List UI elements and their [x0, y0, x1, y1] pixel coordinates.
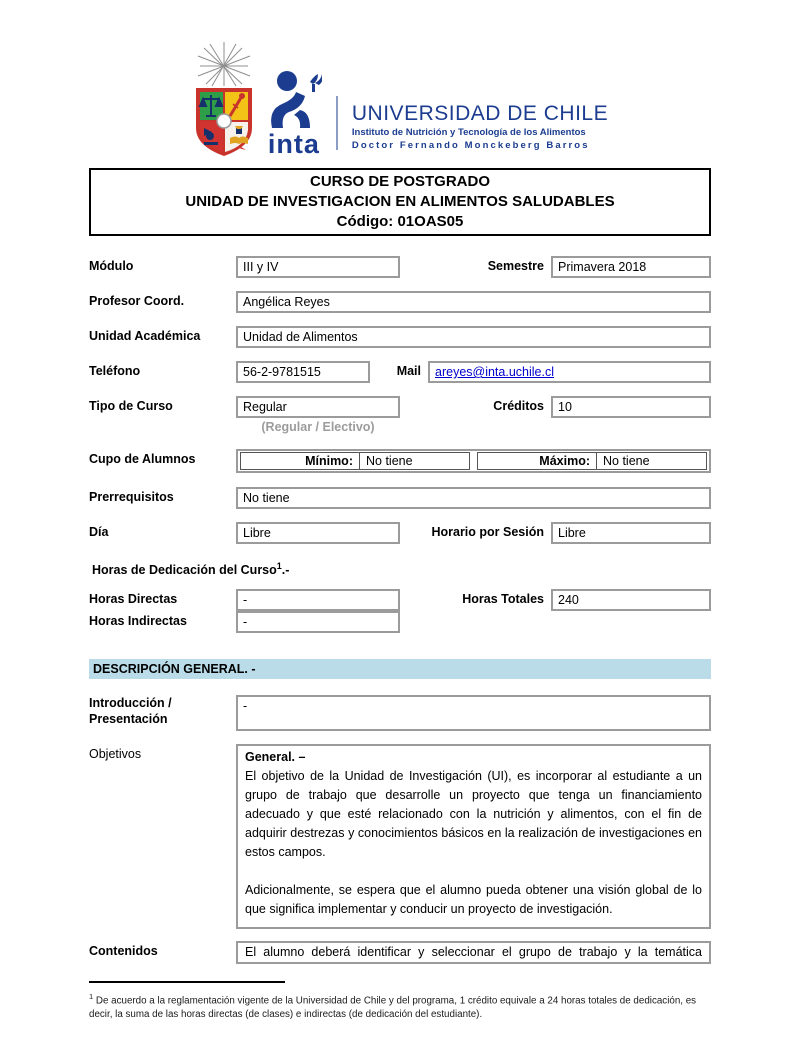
objetivos-general-title: General. – — [245, 750, 306, 765]
descripcion-general-heading: DESCRIPCIÓN GENERAL. - — [89, 659, 711, 679]
logo-divider — [336, 96, 338, 150]
contenidos-value-box: El alumno deberá identificar y seleccionar el grupo de trabajo y la temática — [236, 941, 711, 964]
horas-directas-label: Horas Directas — [89, 592, 178, 607]
modulo-label: Módulo — [89, 259, 134, 273]
row-objetivos — [89, 744, 711, 929]
row-tipo-creditos — [89, 396, 711, 435]
row-contenidos — [89, 941, 711, 964]
footnote — [89, 981, 711, 1021]
telefono-value-box: 56-2-9781515 — [236, 361, 370, 383]
horas-totales-label: Horas Totales — [462, 592, 544, 607]
cupo-minimo-value: No tiene — [359, 453, 469, 469]
profesor-value-box: Angélica Reyes — [236, 291, 711, 313]
footnote-text: $^1$ De acuerdo a la reglamentación vigente de la Universidad de Chile y del programa, 1 crédito equivale a 24 horas totales de dedicación, es decir, la suma de las horas directas (de clases) e indirectas (de dedicación del estudiante). — [89, 992, 697, 1020]
objetivos-paragraph-2: Adicionalmente, se espera que el alumno pueda obtener una visión global de lo que significa implementar y conducir un proyecto de investigación. — [245, 883, 702, 917]
horas-dedicacion-heading: Horas de Dedicación del Curso$^1$.- — [92, 561, 290, 578]
creditos-label: Créditos — [493, 399, 544, 413]
horas-directas-value-box: - — [236, 589, 400, 611]
paragraph-spacer — [245, 862, 702, 881]
mail-label: Mail — [396, 364, 421, 378]
row-introduccion — [89, 695, 711, 731]
row-telefono-mail — [89, 361, 711, 383]
header-logos — [89, 40, 711, 158]
course-code: Código: 01OAS05 — [336, 213, 464, 230]
row-dia-horario — [89, 522, 711, 544]
row-horas-indirectas — [89, 611, 711, 633]
tipo-curso-value-box: Regular — [236, 396, 400, 418]
inta-person-icon — [266, 70, 322, 132]
horas-totales-value-box: 240 — [551, 589, 711, 611]
objetivos-value-box — [236, 744, 711, 929]
row-profesor — [89, 291, 711, 313]
cupo-minimo-label: Mínimo: — [305, 454, 353, 468]
introduccion-value-box: - — [236, 695, 711, 731]
university-text-block — [352, 102, 608, 158]
inta-wordmark: inta — [267, 129, 320, 159]
footnote-divider — [89, 981, 285, 983]
uchile-shield-icon — [192, 40, 256, 158]
unidad-label: Unidad Académica — [89, 329, 201, 343]
cupo-maximo-value: No tiene — [596, 453, 706, 469]
cupo-maximo-label: Máximo: — [539, 454, 590, 468]
cupo-minimo-cell — [240, 452, 470, 470]
director-name: Doctor Fernando Monckeberg Barros — [351, 140, 590, 151]
modulo-value-box: III y IV — [236, 256, 400, 278]
unidad-value-box: Unidad de Alimentos — [236, 326, 711, 348]
row-prerrequisitos — [89, 487, 711, 509]
objetivos-paragraph-1: El objetivo de la Unidad de Investigación (UI), es incorporar al estudiante a un grupo de trabajo que desarrolle un proyecto que tenga un financiamiento adecuado y que esté relacionado con la nutrición y alimentos, con el fin de adquirir destrezas y conocimientos básicos en la realización de investigaciones en estos campos. — [245, 769, 702, 860]
semestre-label: Semestre — [487, 259, 544, 273]
horas-indirectas-value-box: - — [236, 611, 400, 633]
dia-value-box: Libre — [236, 522, 400, 544]
row-modulo-semestre — [89, 256, 711, 278]
mail-link[interactable]: areyes@inta.uchile.cl — [435, 365, 554, 379]
horario-label: Horario por Sesión — [431, 525, 544, 539]
prerrequisitos-label: Prerrequisitos — [89, 490, 174, 504]
horario-value-box: Libre — [551, 522, 711, 544]
course-title-line2: UNIDAD DE INVESTIGACION EN ALIMENTOS SALUDABLES — [185, 193, 615, 210]
creditos-value-box: 10 — [551, 396, 711, 418]
horas-indirectas-label: Horas Indirectas — [89, 614, 187, 629]
institute-name: Instituto de Nutrición y Tecnología de los Alimentos — [351, 127, 586, 138]
inta-logo — [266, 70, 322, 158]
contenidos-label: Contenidos — [89, 944, 158, 959]
cupo-value-box — [236, 449, 711, 473]
row-cupo-alumnos — [89, 449, 711, 473]
tipo-curso-hint: (Regular / Electivo) — [261, 420, 375, 434]
profesor-label: Profesor Coord. — [89, 294, 185, 308]
dia-label: Día — [89, 525, 109, 539]
prerrequisitos-value-box: No tiene — [236, 487, 711, 509]
university-name: UNIVERSIDAD DE CHILE — [351, 102, 609, 125]
form-fields — [89, 256, 711, 964]
telefono-label: Teléfono — [89, 364, 141, 378]
row-horas-directas — [89, 589, 711, 611]
uchile-shield-logo — [192, 40, 256, 158]
mail-value-box — [428, 361, 711, 383]
objetivos-label: Objetivos — [89, 747, 142, 762]
course-title-box — [89, 168, 711, 236]
course-title-line1: CURSO DE POSTGRADO — [309, 173, 490, 190]
footnote-ref: 1 — [276, 561, 282, 571]
tipo-curso-label: Tipo de Curso — [89, 399, 173, 413]
row-unidad-academica — [89, 326, 711, 348]
introduccion-label: Introducción / Presentación — [89, 696, 172, 727]
cupo-label: Cupo de Alumnos — [89, 452, 196, 466]
cupo-maximo-cell — [477, 452, 707, 470]
semestre-value-box: Primavera 2018 — [551, 256, 711, 278]
